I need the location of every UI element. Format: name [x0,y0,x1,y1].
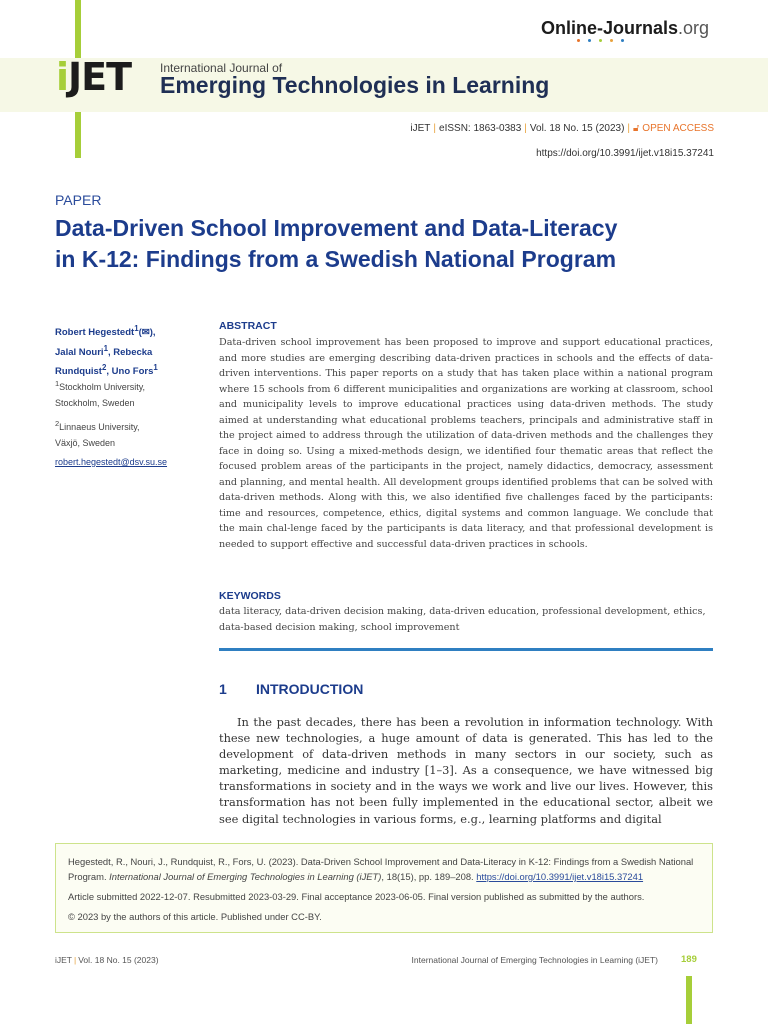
footer-issue: iJET | Vol. 18 No. 15 (2023) [55,955,159,965]
brand-dot [621,39,624,42]
keywords-text: data literacy, data-driven decision making, data-driven education, professional development, ethics, data-based decision making, school improvement [219,606,706,633]
page-number: 189 [681,954,697,965]
section-divider [219,648,713,651]
brand-dot [610,39,613,42]
email-icon: (✉), [138,327,156,339]
article-type: PAPER [55,192,102,208]
journal-prefix: International Journal of [160,61,283,75]
citation-box [55,843,713,933]
abstract-heading: ABSTRACT [219,320,277,332]
copyright-notice: © 2023 by the authors of this article. Published under CC-BY. [68,911,322,922]
brand-dot [599,39,602,42]
submission-history: Article submitted 2022-12-07. Resubmitted 2023-03-29. Final acceptance 2023-06-05. Final version published as submitted by the authors. [68,891,645,902]
paper-title: Data-Driven School Improvement and Data-Literacy in K-12: Findings from a Swedish National Program [55,215,618,272]
affiliation-1: $^1$Stockholm University, Stockholm, Sweden [55,379,146,408]
open-access-label: OPEN ACCESS [642,123,714,134]
brand-dots [577,39,624,42]
ijet-logo: iJET [56,55,132,99]
accent-bar-top [75,0,81,58]
keywords-heading: KEYWORDS [219,590,281,602]
open-access-icon: 🔓︎ [633,123,640,134]
accent-bar-bottom [686,976,692,1024]
corresponding-email[interactable]: robert.hegestedt@dsv.su.se [55,457,168,467]
brand-dot [588,39,591,42]
footer-journal: International Journal of Emerging Technologies in Learning (iJET) [411,955,658,965]
accent-bar-middle [75,112,81,158]
issue-meta: iJET | eISSN: 1863-0383 | Vol. 18 No. 15 (2023) | 🔓︎ OPEN ACCESS [410,123,714,134]
brand-dot [577,39,580,42]
author-list: Robert Hegestedt$^1$(✉), Jalal Nouri$^1$, Rebecka Rundquist$^2$, Uno Fors$^1$ [55,324,158,378]
doi-link[interactable]: https://doi.org/10.3991/ijet.v18i15.37241 [536,148,714,159]
section-number: 1 [219,681,227,697]
citation-doi-link[interactable]: https://doi.org/10.3991/ijet.v18i15.37241 [476,871,644,882]
affiliation-2: $^2$Linnaeus University, Växjö, Sweden [55,419,140,448]
citation-reference: Hegestedt, R., Nouri, J., Rundquist, R., Fors, U. (2023). Data-Driven School Improvement and Data-Literacy in K-12: Findings from a Swedish National Program. International Journal of Emerging Technologies in Learning (iJET), 18(15), pp. 189–208. https://doi.org/10.3991/ijet.v18i15.37241 [68,856,694,882]
introduction-text: In the past decades, there has been a revolution in information technology. With these new technologies, a huge amount of data is generated. This has led to the development of data-driven methods in many sectors in our society, such as marketing, medicine and industry [1–3]. As a consequence, we have witnessed big transformations in society and in the ways we work and live our lives. However, this transformation has not been fully implemented in the educational sector, albeit we see digital technologies in various forms, e.g., learning platforms and digital [219,715,713,826]
journal-name: Emerging Technologies in Learning [160,72,550,98]
abstract-text: Data-driven school improvement has been proposed to improve and support educational practices, and more studies are emerging describing data-driven practices in schools and the effects of data-driven interventions. This paper reports on a study that has taken place within a national program where 15 schools from 6 different municipalities and organizations are working at classroom, school and municipality levels to improve educational practices using data-driven methods. The study aimed at understanding what educational problems teachers, principals and administrative staff in the project aimed to address through the utilization of data-driven methods and the challenges they face in doing so. Using a mixed-methods design, we identified four thematic areas that reflect the focused problem areas of the participants in the project, namely didactics, democracy, assessment and planning, and mental health. All development groups identified problems that can be solved with data-driven methods. Along with this, we also identified five challenges faced by the participants: time and resources, competence, ethics, digital systems and common language. We conclude that the main chal-lenge faced by the participants is data literacy, and that professional development is needed to support effective and successful data-driven practices in schools. [219,337,713,550]
section-title: INTRODUCTION [256,681,364,697]
online-journals-logo[interactable]: Online-Journals.org [541,18,710,38]
